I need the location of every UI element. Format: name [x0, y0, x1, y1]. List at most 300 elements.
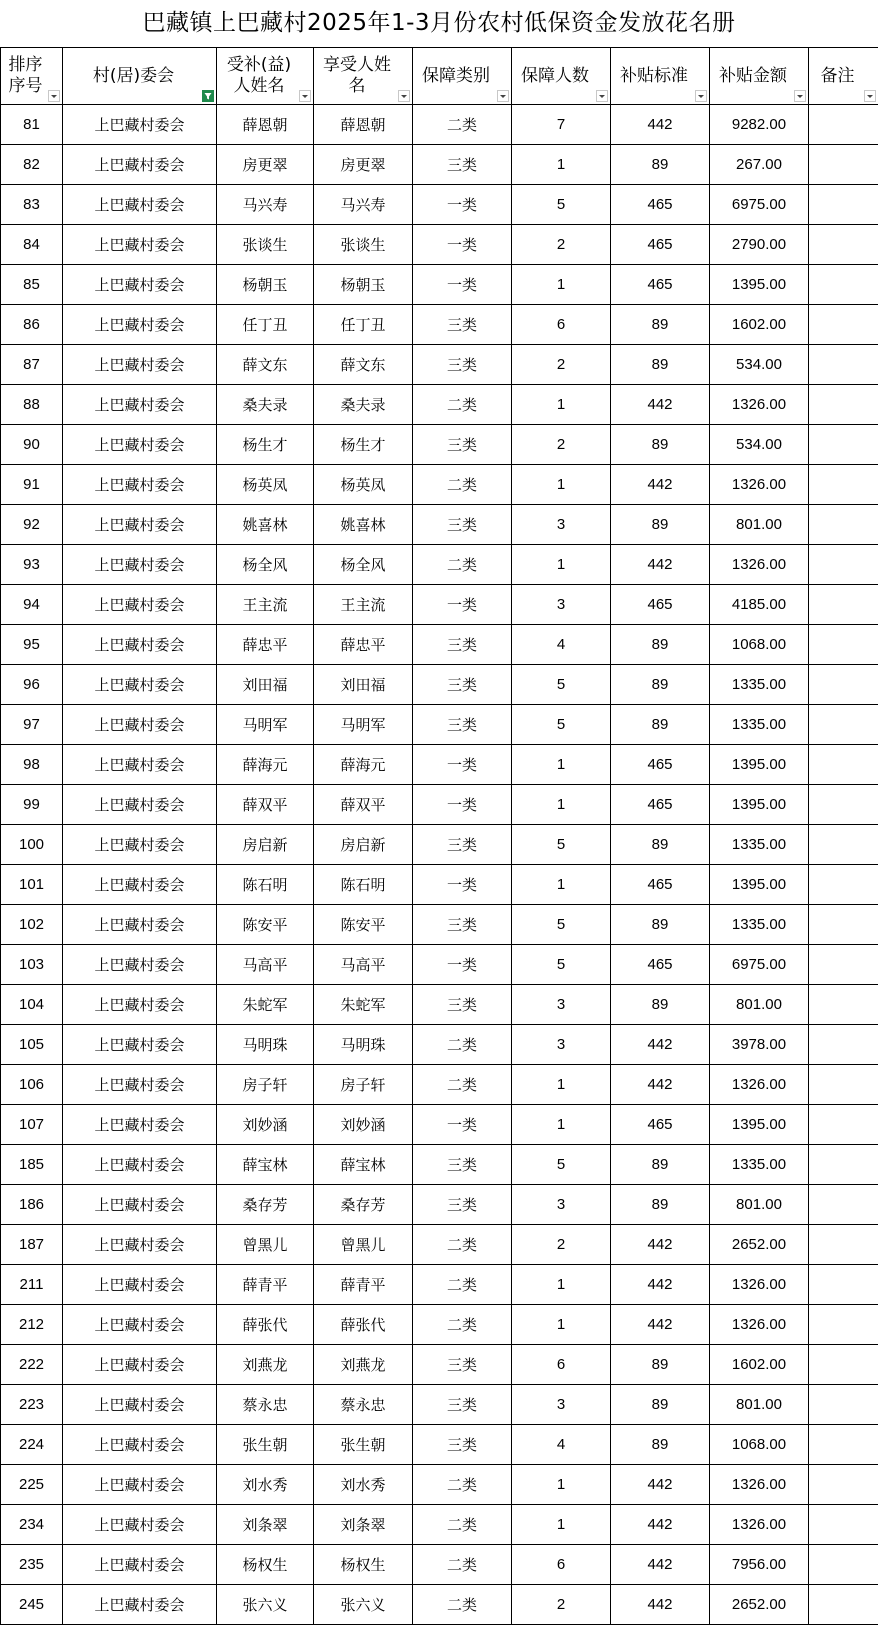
cell-beneficiary[interactable]: 张六义 — [314, 1585, 413, 1625]
cell-amount[interactable]: 2652.00 — [710, 1225, 809, 1265]
cell-people[interactable]: 5 — [512, 825, 611, 865]
cell-recipient[interactable]: 薛忠平 — [217, 625, 314, 665]
cell-standard[interactable]: 442 — [611, 545, 710, 585]
cell-recipient[interactable]: 马兴寿 — [217, 185, 314, 225]
cell-amount[interactable]: 6975.00 — [710, 945, 809, 985]
cell-remarks[interactable] — [809, 1305, 878, 1345]
cell-beneficiary[interactable]: 桑存芳 — [314, 1185, 413, 1225]
cell-remarks[interactable] — [809, 665, 878, 705]
cell-standard[interactable]: 442 — [611, 1225, 710, 1265]
cell-committee[interactable]: 上巴藏村委会 — [63, 1465, 217, 1505]
cell-recipient[interactable]: 桑夫录 — [217, 385, 314, 425]
cell-index[interactable]: 93 — [1, 545, 63, 585]
cell-amount[interactable]: 1068.00 — [710, 625, 809, 665]
cell-amount[interactable]: 1326.00 — [710, 1505, 809, 1545]
cell-standard[interactable]: 465 — [611, 1105, 710, 1145]
cell-beneficiary[interactable]: 马明军 — [314, 705, 413, 745]
cell-category[interactable]: 三类 — [413, 825, 512, 865]
cell-amount[interactable]: 1395.00 — [710, 745, 809, 785]
cell-remarks[interactable] — [809, 105, 878, 145]
cell-committee[interactable]: 上巴藏村委会 — [63, 1505, 217, 1545]
cell-beneficiary[interactable]: 任丁丑 — [314, 305, 413, 345]
cell-category[interactable]: 三类 — [413, 1185, 512, 1225]
cell-index[interactable]: 225 — [1, 1465, 63, 1505]
cell-committee[interactable]: 上巴藏村委会 — [63, 1425, 217, 1465]
cell-committee[interactable]: 上巴藏村委会 — [63, 1545, 217, 1585]
cell-index[interactable]: 211 — [1, 1265, 63, 1305]
dropdown-arrow-icon[interactable] — [596, 90, 608, 102]
cell-standard[interactable]: 442 — [611, 1545, 710, 1585]
cell-amount[interactable]: 534.00 — [710, 345, 809, 385]
cell-recipient[interactable]: 杨英凤 — [217, 465, 314, 505]
cell-beneficiary[interactable]: 陈石明 — [314, 865, 413, 905]
cell-category[interactable]: 一类 — [413, 1105, 512, 1145]
cell-amount[interactable]: 1326.00 — [710, 465, 809, 505]
cell-standard[interactable]: 442 — [611, 385, 710, 425]
cell-standard[interactable]: 89 — [611, 985, 710, 1025]
cell-remarks[interactable] — [809, 745, 878, 785]
cell-standard[interactable]: 465 — [611, 185, 710, 225]
cell-amount[interactable]: 1326.00 — [710, 1265, 809, 1305]
cell-amount[interactable]: 1395.00 — [710, 785, 809, 825]
cell-beneficiary[interactable]: 张生朝 — [314, 1425, 413, 1465]
cell-index[interactable]: 100 — [1, 825, 63, 865]
cell-committee[interactable]: 上巴藏村委会 — [63, 1105, 217, 1145]
cell-beneficiary[interactable]: 房更翠 — [314, 145, 413, 185]
cell-remarks[interactable] — [809, 1145, 878, 1185]
cell-people[interactable]: 1 — [512, 465, 611, 505]
dropdown-arrow-icon[interactable] — [398, 90, 410, 102]
cell-category[interactable]: 二类 — [413, 1065, 512, 1105]
cell-index[interactable]: 86 — [1, 305, 63, 345]
cell-index[interactable]: 98 — [1, 745, 63, 785]
cell-amount[interactable]: 1395.00 — [710, 865, 809, 905]
cell-committee[interactable]: 上巴藏村委会 — [63, 305, 217, 345]
cell-people[interactable]: 4 — [512, 625, 611, 665]
cell-recipient[interactable]: 刘条翠 — [217, 1505, 314, 1545]
cell-amount[interactable]: 1326.00 — [710, 545, 809, 585]
cell-index[interactable]: 105 — [1, 1025, 63, 1065]
cell-standard[interactable]: 89 — [611, 305, 710, 345]
cell-amount[interactable]: 2790.00 — [710, 225, 809, 265]
cell-remarks[interactable] — [809, 185, 878, 225]
cell-committee[interactable]: 上巴藏村委会 — [63, 465, 217, 505]
cell-index[interactable]: 99 — [1, 785, 63, 825]
cell-recipient[interactable]: 马明军 — [217, 705, 314, 745]
cell-remarks[interactable] — [809, 1105, 878, 1145]
cell-category[interactable]: 三类 — [413, 345, 512, 385]
cell-category[interactable]: 三类 — [413, 425, 512, 465]
cell-amount[interactable]: 1335.00 — [710, 705, 809, 745]
cell-category[interactable]: 二类 — [413, 465, 512, 505]
cell-recipient[interactable]: 薛恩朝 — [217, 105, 314, 145]
dropdown-arrow-icon[interactable] — [864, 90, 876, 102]
cell-remarks[interactable] — [809, 545, 878, 585]
cell-recipient[interactable]: 张六义 — [217, 1585, 314, 1625]
cell-beneficiary[interactable]: 马高平 — [314, 945, 413, 985]
cell-recipient[interactable]: 杨生才 — [217, 425, 314, 465]
cell-index[interactable]: 97 — [1, 705, 63, 745]
cell-committee[interactable]: 上巴藏村委会 — [63, 185, 217, 225]
col-header-recipient[interactable] — [217, 48, 314, 105]
cell-people[interactable]: 3 — [512, 1185, 611, 1225]
cell-amount[interactable]: 1335.00 — [710, 905, 809, 945]
cell-category[interactable]: 三类 — [413, 905, 512, 945]
cell-index[interactable]: 83 — [1, 185, 63, 225]
cell-people[interactable]: 3 — [512, 505, 611, 545]
cell-category[interactable]: 二类 — [413, 1025, 512, 1065]
dropdown-arrow-icon[interactable] — [794, 90, 806, 102]
cell-category[interactable]: 三类 — [413, 145, 512, 185]
cell-amount[interactable]: 801.00 — [710, 1385, 809, 1425]
cell-category[interactable]: 三类 — [413, 665, 512, 705]
cell-remarks[interactable] — [809, 1545, 878, 1585]
cell-remarks[interactable] — [809, 1465, 878, 1505]
cell-remarks[interactable] — [809, 1225, 878, 1265]
cell-committee[interactable]: 上巴藏村委会 — [63, 545, 217, 585]
cell-amount[interactable]: 7956.00 — [710, 1545, 809, 1585]
cell-remarks[interactable] — [809, 1345, 878, 1385]
cell-beneficiary[interactable]: 蔡永忠 — [314, 1385, 413, 1425]
cell-committee[interactable]: 上巴藏村委会 — [63, 385, 217, 425]
cell-standard[interactable]: 442 — [611, 1585, 710, 1625]
cell-standard[interactable]: 442 — [611, 1265, 710, 1305]
cell-committee[interactable]: 上巴藏村委会 — [63, 1385, 217, 1425]
cell-beneficiary[interactable]: 刘水秀 — [314, 1465, 413, 1505]
cell-category[interactable]: 一类 — [413, 785, 512, 825]
cell-beneficiary[interactable]: 薛宝林 — [314, 1145, 413, 1185]
cell-recipient[interactable]: 房子轩 — [217, 1065, 314, 1105]
cell-standard[interactable]: 89 — [611, 1345, 710, 1385]
dropdown-arrow-icon[interactable] — [497, 90, 509, 102]
cell-people[interactable]: 1 — [512, 545, 611, 585]
cell-standard[interactable]: 465 — [611, 865, 710, 905]
cell-people[interactable]: 2 — [512, 345, 611, 385]
cell-amount[interactable]: 3978.00 — [710, 1025, 809, 1065]
cell-beneficiary[interactable]: 马兴寿 — [314, 185, 413, 225]
cell-committee[interactable]: 上巴藏村委会 — [63, 1585, 217, 1625]
cell-amount[interactable]: 1602.00 — [710, 1345, 809, 1385]
cell-amount[interactable]: 1602.00 — [710, 305, 809, 345]
cell-remarks[interactable] — [809, 865, 878, 905]
cell-committee[interactable]: 上巴藏村委会 — [63, 865, 217, 905]
cell-beneficiary[interactable]: 刘妙涵 — [314, 1105, 413, 1145]
cell-recipient[interactable]: 桑存芳 — [217, 1185, 314, 1225]
cell-recipient[interactable]: 刘妙涵 — [217, 1105, 314, 1145]
cell-amount[interactable]: 4185.00 — [710, 585, 809, 625]
cell-amount[interactable]: 534.00 — [710, 425, 809, 465]
cell-people[interactable]: 1 — [512, 385, 611, 425]
cell-beneficiary[interactable]: 杨生才 — [314, 425, 413, 465]
cell-recipient[interactable]: 薛张代 — [217, 1305, 314, 1345]
cell-standard[interactable]: 89 — [611, 1145, 710, 1185]
cell-standard[interactable]: 465 — [611, 225, 710, 265]
cell-category[interactable]: 一类 — [413, 265, 512, 305]
cell-index[interactable]: 106 — [1, 1065, 63, 1105]
cell-remarks[interactable] — [809, 145, 878, 185]
cell-recipient[interactable]: 朱蛇军 — [217, 985, 314, 1025]
cell-standard[interactable]: 89 — [611, 345, 710, 385]
col-header-standard[interactable] — [611, 48, 710, 105]
cell-amount[interactable]: 801.00 — [710, 1185, 809, 1225]
cell-category[interactable]: 三类 — [413, 985, 512, 1025]
cell-beneficiary[interactable]: 薛忠平 — [314, 625, 413, 665]
cell-category[interactable]: 一类 — [413, 745, 512, 785]
cell-people[interactable]: 1 — [512, 1305, 611, 1345]
cell-index[interactable]: 81 — [1, 105, 63, 145]
cell-recipient[interactable]: 刘田福 — [217, 665, 314, 705]
cell-committee[interactable]: 上巴藏村委会 — [63, 1145, 217, 1185]
cell-recipient[interactable]: 陈石明 — [217, 865, 314, 905]
cell-standard[interactable]: 442 — [611, 1025, 710, 1065]
cell-remarks[interactable] — [809, 425, 878, 465]
cell-index[interactable]: 222 — [1, 1345, 63, 1385]
cell-people[interactable]: 3 — [512, 1385, 611, 1425]
cell-committee[interactable]: 上巴藏村委会 — [63, 505, 217, 545]
cell-recipient[interactable]: 马明珠 — [217, 1025, 314, 1065]
cell-amount[interactable]: 1335.00 — [710, 665, 809, 705]
cell-standard[interactable]: 465 — [611, 945, 710, 985]
cell-committee[interactable]: 上巴藏村委会 — [63, 1305, 217, 1345]
cell-remarks[interactable] — [809, 1265, 878, 1305]
cell-standard[interactable]: 442 — [611, 465, 710, 505]
cell-people[interactable]: 3 — [512, 985, 611, 1025]
cell-recipient[interactable]: 马高平 — [217, 945, 314, 985]
cell-recipient[interactable]: 薛文东 — [217, 345, 314, 385]
cell-beneficiary[interactable]: 刘燕龙 — [314, 1345, 413, 1385]
cell-category[interactable]: 二类 — [413, 1225, 512, 1265]
cell-recipient[interactable]: 杨朝玉 — [217, 265, 314, 305]
cell-remarks[interactable] — [809, 825, 878, 865]
cell-people[interactable]: 7 — [512, 105, 611, 145]
cell-committee[interactable]: 上巴藏村委会 — [63, 105, 217, 145]
cell-people[interactable]: 4 — [512, 1425, 611, 1465]
cell-beneficiary[interactable]: 姚喜林 — [314, 505, 413, 545]
cell-standard[interactable]: 89 — [611, 1385, 710, 1425]
cell-recipient[interactable]: 陈安平 — [217, 905, 314, 945]
cell-committee[interactable]: 上巴藏村委会 — [63, 585, 217, 625]
cell-amount[interactable]: 1395.00 — [710, 265, 809, 305]
cell-category[interactable]: 三类 — [413, 1385, 512, 1425]
cell-people[interactable]: 6 — [512, 305, 611, 345]
cell-index[interactable]: 82 — [1, 145, 63, 185]
cell-beneficiary[interactable]: 薛海元 — [314, 745, 413, 785]
cell-amount[interactable]: 1326.00 — [710, 385, 809, 425]
cell-index[interactable]: 223 — [1, 1385, 63, 1425]
cell-beneficiary[interactable]: 张谈生 — [314, 225, 413, 265]
cell-remarks[interactable] — [809, 1185, 878, 1225]
cell-amount[interactable]: 801.00 — [710, 505, 809, 545]
cell-people[interactable]: 3 — [512, 1025, 611, 1065]
cell-people[interactable]: 2 — [512, 225, 611, 265]
col-header-beneficiary[interactable] — [314, 48, 413, 105]
cell-category[interactable]: 一类 — [413, 865, 512, 905]
cell-standard[interactable]: 442 — [611, 1305, 710, 1345]
cell-remarks[interactable] — [809, 305, 878, 345]
cell-people[interactable]: 1 — [512, 1105, 611, 1145]
cell-standard[interactable]: 89 — [611, 905, 710, 945]
col-header-people[interactable] — [512, 48, 611, 105]
filter-active-icon[interactable] — [202, 90, 214, 102]
cell-amount[interactable]: 9282.00 — [710, 105, 809, 145]
cell-remarks[interactable] — [809, 385, 878, 425]
cell-beneficiary[interactable]: 杨朝玉 — [314, 265, 413, 305]
cell-committee[interactable]: 上巴藏村委会 — [63, 705, 217, 745]
cell-remarks[interactable] — [809, 585, 878, 625]
cell-people[interactable]: 2 — [512, 1585, 611, 1625]
cell-category[interactable]: 一类 — [413, 945, 512, 985]
cell-people[interactable]: 2 — [512, 1225, 611, 1265]
cell-standard[interactable]: 442 — [611, 1065, 710, 1105]
cell-index[interactable]: 94 — [1, 585, 63, 625]
cell-remarks[interactable] — [809, 1065, 878, 1105]
cell-committee[interactable]: 上巴藏村委会 — [63, 345, 217, 385]
cell-remarks[interactable] — [809, 945, 878, 985]
cell-standard[interactable]: 89 — [611, 825, 710, 865]
cell-people[interactable]: 1 — [512, 1465, 611, 1505]
cell-people[interactable]: 6 — [512, 1345, 611, 1385]
cell-amount[interactable]: 1335.00 — [710, 1145, 809, 1185]
cell-beneficiary[interactable]: 薛张代 — [314, 1305, 413, 1345]
cell-recipient[interactable]: 姚喜林 — [217, 505, 314, 545]
cell-amount[interactable]: 1068.00 — [710, 1425, 809, 1465]
cell-committee[interactable]: 上巴藏村委会 — [63, 905, 217, 945]
cell-standard[interactable]: 89 — [611, 705, 710, 745]
cell-index[interactable]: 103 — [1, 945, 63, 985]
cell-category[interactable]: 二类 — [413, 1545, 512, 1585]
cell-index[interactable]: 88 — [1, 385, 63, 425]
cell-amount[interactable]: 1335.00 — [710, 825, 809, 865]
cell-recipient[interactable]: 任丁丑 — [217, 305, 314, 345]
cell-people[interactable]: 1 — [512, 865, 611, 905]
cell-people[interactable]: 1 — [512, 1265, 611, 1305]
cell-index[interactable]: 224 — [1, 1425, 63, 1465]
cell-beneficiary[interactable]: 陈安平 — [314, 905, 413, 945]
cell-standard[interactable]: 442 — [611, 1465, 710, 1505]
cell-standard[interactable]: 89 — [611, 425, 710, 465]
cell-recipient[interactable]: 杨全风 — [217, 545, 314, 585]
cell-beneficiary[interactable]: 刘条翠 — [314, 1505, 413, 1545]
cell-standard[interactable]: 89 — [611, 1185, 710, 1225]
cell-committee[interactable]: 上巴藏村委会 — [63, 425, 217, 465]
cell-category[interactable]: 二类 — [413, 105, 512, 145]
col-header-committee[interactable] — [63, 48, 217, 105]
cell-recipient[interactable]: 王主流 — [217, 585, 314, 625]
cell-committee[interactable]: 上巴藏村委会 — [63, 945, 217, 985]
cell-category[interactable]: 二类 — [413, 1585, 512, 1625]
cell-index[interactable]: 245 — [1, 1585, 63, 1625]
cell-remarks[interactable] — [809, 1385, 878, 1425]
cell-committee[interactable]: 上巴藏村委会 — [63, 145, 217, 185]
cell-standard[interactable]: 465 — [611, 785, 710, 825]
cell-category[interactable]: 三类 — [413, 1425, 512, 1465]
cell-beneficiary[interactable]: 房子轩 — [314, 1065, 413, 1105]
cell-recipient[interactable]: 刘燕龙 — [217, 1345, 314, 1385]
cell-index[interactable]: 107 — [1, 1105, 63, 1145]
cell-people[interactable]: 1 — [512, 745, 611, 785]
cell-people[interactable]: 5 — [512, 665, 611, 705]
cell-committee[interactable]: 上巴藏村委会 — [63, 665, 217, 705]
cell-standard[interactable]: 442 — [611, 105, 710, 145]
cell-standard[interactable]: 465 — [611, 585, 710, 625]
cell-committee[interactable]: 上巴藏村委会 — [63, 1025, 217, 1065]
cell-index[interactable]: 212 — [1, 1305, 63, 1345]
cell-beneficiary[interactable]: 曾黑儿 — [314, 1225, 413, 1265]
cell-index[interactable]: 101 — [1, 865, 63, 905]
cell-category[interactable]: 一类 — [413, 185, 512, 225]
cell-recipient[interactable]: 薛双平 — [217, 785, 314, 825]
cell-recipient[interactable]: 薛青平 — [217, 1265, 314, 1305]
cell-index[interactable]: 186 — [1, 1185, 63, 1225]
cell-category[interactable]: 三类 — [413, 305, 512, 345]
cell-standard[interactable]: 89 — [611, 505, 710, 545]
cell-remarks[interactable] — [809, 265, 878, 305]
cell-people[interactable]: 1 — [512, 785, 611, 825]
cell-committee[interactable]: 上巴藏村委会 — [63, 1185, 217, 1225]
cell-index[interactable]: 90 — [1, 425, 63, 465]
cell-index[interactable]: 234 — [1, 1505, 63, 1545]
cell-standard[interactable]: 465 — [611, 265, 710, 305]
cell-index[interactable]: 84 — [1, 225, 63, 265]
cell-category[interactable]: 二类 — [413, 385, 512, 425]
cell-index[interactable]: 104 — [1, 985, 63, 1025]
cell-beneficiary[interactable]: 桑夫录 — [314, 385, 413, 425]
cell-people[interactable]: 2 — [512, 425, 611, 465]
dropdown-arrow-icon[interactable] — [695, 90, 707, 102]
cell-beneficiary[interactable]: 薛双平 — [314, 785, 413, 825]
cell-committee[interactable]: 上巴藏村委会 — [63, 265, 217, 305]
dropdown-arrow-icon[interactable] — [299, 90, 311, 102]
col-header-category[interactable] — [413, 48, 512, 105]
cell-committee[interactable]: 上巴藏村委会 — [63, 785, 217, 825]
cell-index[interactable]: 95 — [1, 625, 63, 665]
cell-people[interactable]: 5 — [512, 945, 611, 985]
cell-recipient[interactable]: 张生朝 — [217, 1425, 314, 1465]
cell-amount[interactable]: 6975.00 — [710, 185, 809, 225]
cell-committee[interactable]: 上巴藏村委会 — [63, 745, 217, 785]
cell-remarks[interactable] — [809, 1505, 878, 1545]
cell-index[interactable]: 187 — [1, 1225, 63, 1265]
cell-recipient[interactable]: 薛海元 — [217, 745, 314, 785]
cell-amount[interactable]: 1326.00 — [710, 1305, 809, 1345]
cell-recipient[interactable]: 曾黑儿 — [217, 1225, 314, 1265]
cell-recipient[interactable]: 薛宝林 — [217, 1145, 314, 1185]
col-header-amount[interactable] — [710, 48, 809, 105]
cell-standard[interactable]: 442 — [611, 1505, 710, 1545]
cell-standard[interactable]: 465 — [611, 745, 710, 785]
cell-index[interactable]: 91 — [1, 465, 63, 505]
cell-category[interactable]: 二类 — [413, 545, 512, 585]
cell-amount[interactable]: 1326.00 — [710, 1465, 809, 1505]
cell-index[interactable]: 102 — [1, 905, 63, 945]
cell-people[interactable]: 1 — [512, 1065, 611, 1105]
cell-category[interactable]: 三类 — [413, 1145, 512, 1185]
cell-people[interactable]: 6 — [512, 1545, 611, 1585]
cell-category[interactable]: 三类 — [413, 705, 512, 745]
col-header-remarks[interactable] — [809, 48, 878, 105]
cell-remarks[interactable] — [809, 505, 878, 545]
cell-remarks[interactable] — [809, 625, 878, 665]
cell-category[interactable]: 二类 — [413, 1465, 512, 1505]
cell-beneficiary[interactable]: 杨权生 — [314, 1545, 413, 1585]
cell-amount[interactable]: 1326.00 — [710, 1065, 809, 1105]
cell-remarks[interactable] — [809, 465, 878, 505]
cell-people[interactable]: 1 — [512, 1505, 611, 1545]
cell-beneficiary[interactable]: 马明珠 — [314, 1025, 413, 1065]
cell-amount[interactable]: 801.00 — [710, 985, 809, 1025]
cell-people[interactable]: 1 — [512, 265, 611, 305]
cell-category[interactable]: 二类 — [413, 1505, 512, 1545]
